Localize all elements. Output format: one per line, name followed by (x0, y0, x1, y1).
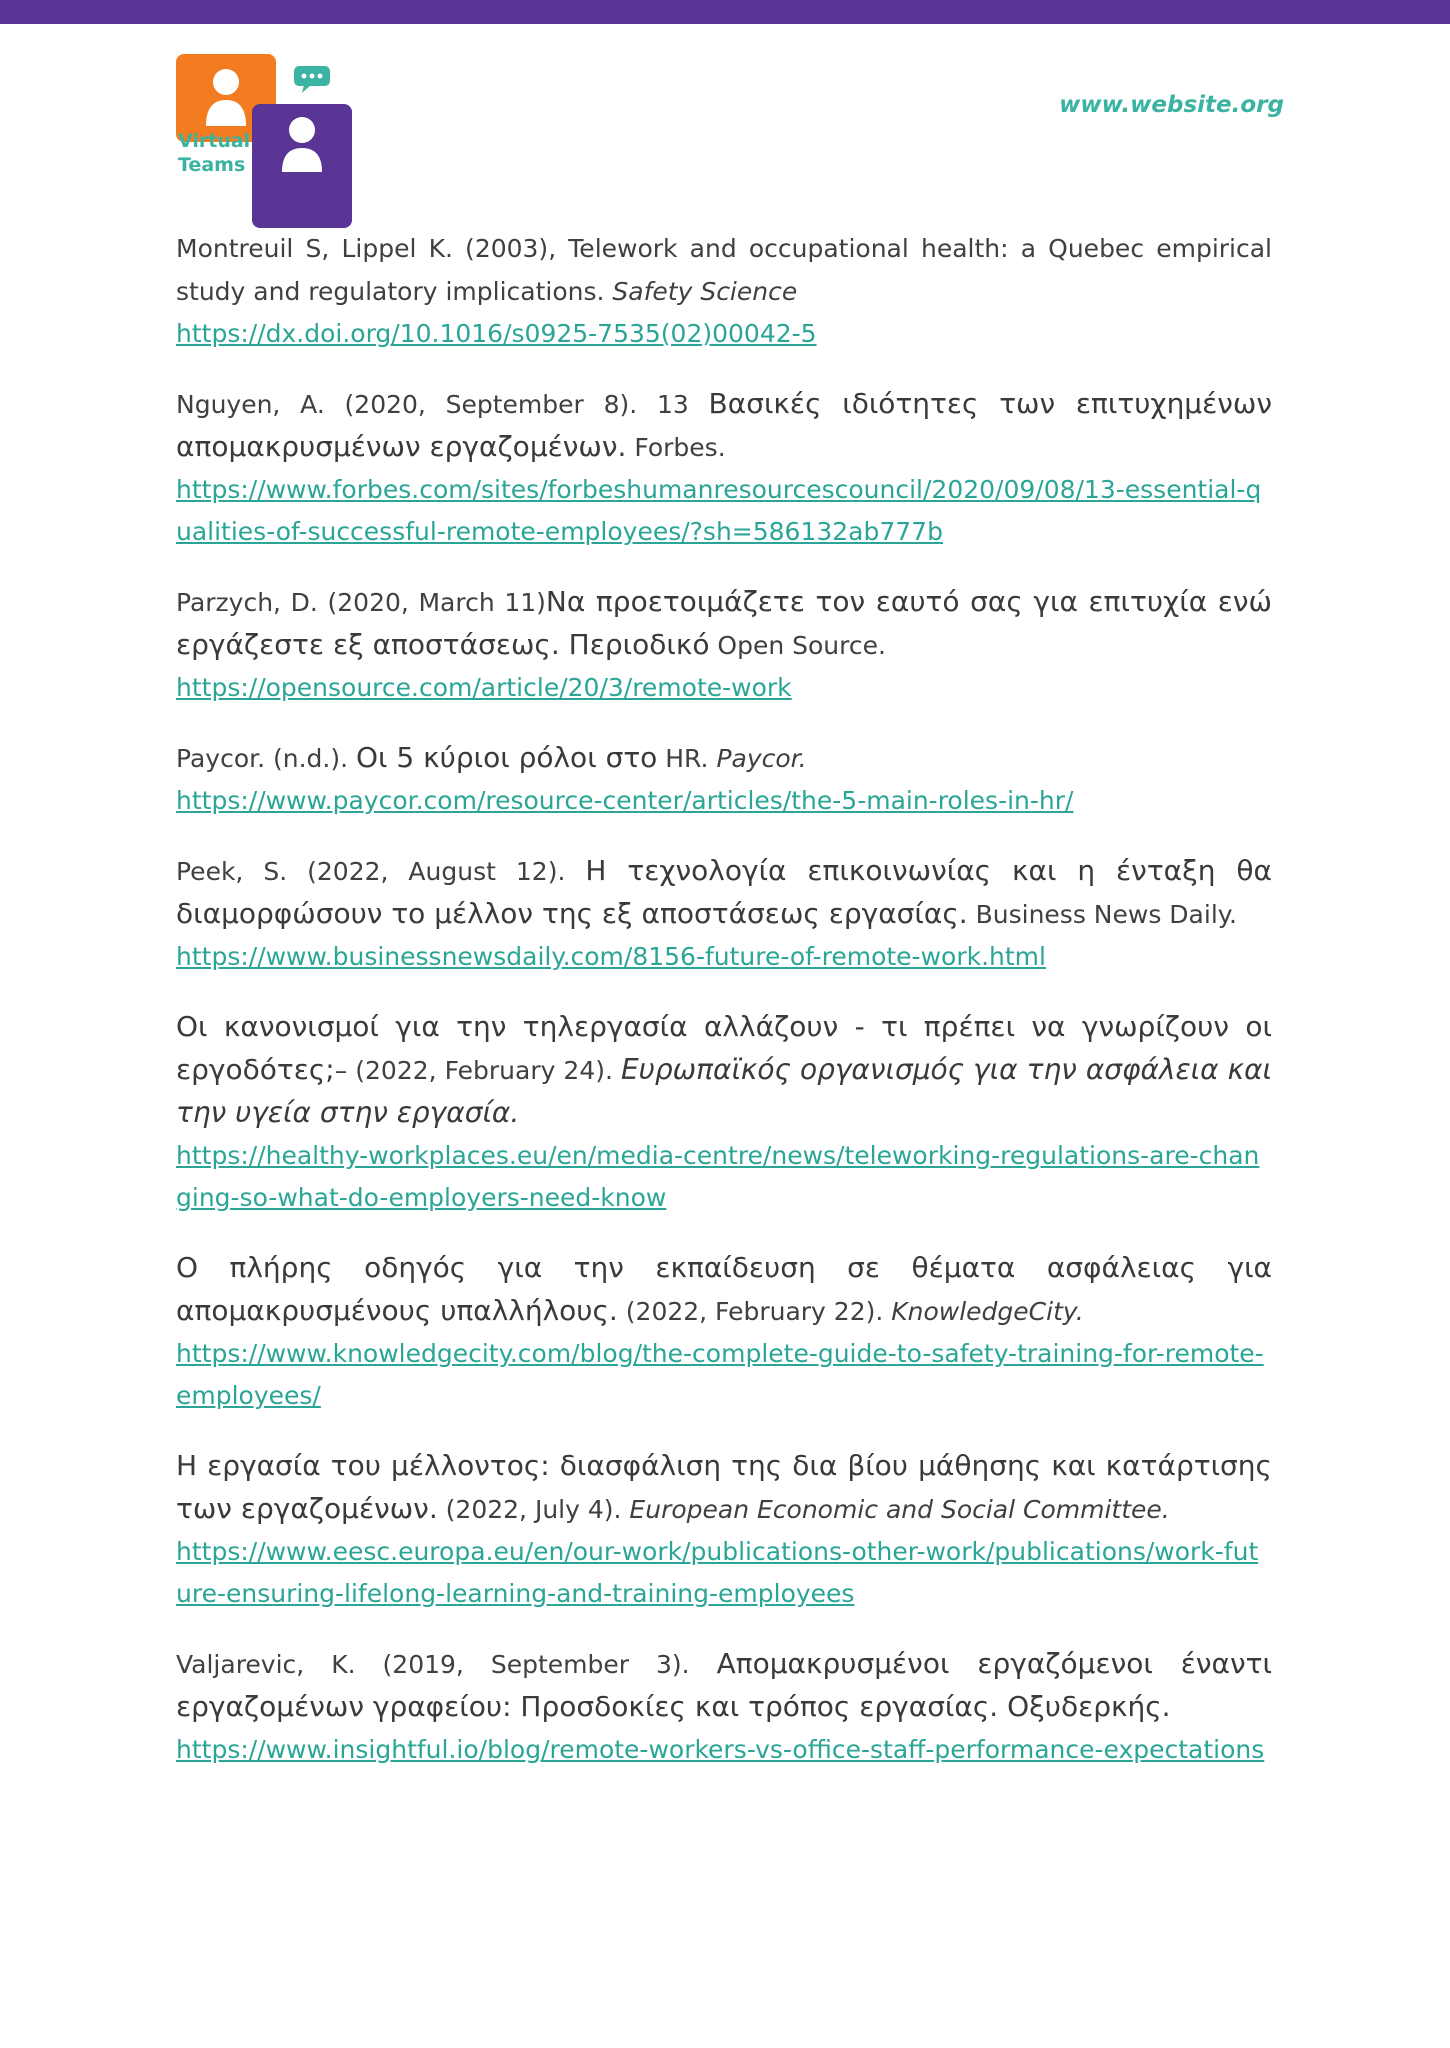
reference-text: HR. (657, 744, 717, 773)
reference-greek-text: Απομακρυσμένοι εργαζόμενοι έναντι εργαζομένων γραφείου: Προσδοκίες και τρόπος εργασίας. Οξυδερκής. (176, 1647, 1272, 1723)
person-icon (204, 66, 248, 138)
reference-link[interactable]: https://www.eesc.europa.eu/en/our-work/publications-other-work/publications/work-future-ensuring-lifelong-learning-and-training-employees (176, 1537, 1259, 1608)
reference-link[interactable]: https://healthy-workplaces.eu/en/media-centre/news/teleworking-regulations-are-changing-so-what-do-employers-need-know (176, 1141, 1260, 1212)
reference-source: Ευρωπαϊκός οργανισμός για την ασφάλεια και την υγεία στην εργασία. (176, 1053, 1272, 1129)
reference-greek-text: Να προετοιμάζετε τον εαυτό σας για επιτυχία ενώ εργάζεστε εξ αποστάσεως. Περιοδικό (176, 585, 1272, 661)
reference-entry (176, 737, 1272, 822)
reference-entry (176, 228, 1272, 355)
reference-text: Forbes. (626, 433, 726, 462)
reference-text: Open Source. (709, 631, 886, 660)
reference-text: (2022, February 22). (617, 1297, 892, 1326)
reference-source: KnowledgeCity. (891, 1297, 1084, 1326)
reference-text: (2022, July 4). (437, 1495, 630, 1524)
reference-entry (176, 1643, 1272, 1771)
top-accent-bar (0, 0, 1450, 24)
reference-link[interactable]: https://www.forbes.com/sites/forbeshumanresourcescouncil/2020/09/08/13-essential-qualities-of-successful-remote-employees/?sh=586132ab777b (176, 475, 1262, 546)
reference-source: Paycor. (716, 744, 807, 773)
reference-source: European Economic and Social Committee. (629, 1495, 1170, 1524)
reference-text: Paycor. (n.d.). (176, 744, 356, 773)
logo-text-line1: Virtual (178, 130, 251, 152)
reference-greek-text: Ο πλήρης οδηγός για την εκπαίδευση σε θέματα ασφάλειας για απομακρυσμένους υπαλλήλους. (176, 1251, 1272, 1327)
reference-entry (176, 1445, 1272, 1615)
person-icon (280, 114, 324, 176)
virtual-teams-logo (176, 52, 356, 182)
site-url[interactable]: www.website.org (1059, 92, 1284, 118)
reference-link[interactable]: https://opensource.com/article/20/3/remote-work (176, 673, 792, 702)
reference-greek-text: Οι κανονισμοί για την τηλεργασία αλλάζουν - τι πρέπει να γνωρίζουν οι εργοδότες; (176, 1010, 1272, 1086)
logo-text-line2: Teams (178, 154, 246, 176)
reference-text: Montreuil S, Lippel K. (2003), Telework and occupational health: a Quebec empirical study and regulatory implications. (176, 234, 1272, 306)
reference-greek-text: Βασικές ιδιότητες των επιτυχημένων απομακρυσμένων εργαζομένων. (176, 387, 1272, 463)
reference-text: Nguyen, A. (2020, September 8). 13 (176, 390, 709, 419)
reference-entry (176, 1006, 1272, 1219)
reference-link[interactable]: https://www.businessnewsdaily.com/8156-future-of-remote-work.html (176, 942, 1046, 971)
reference-link[interactable]: https://www.paycor.com/resource-center/articles/the-5-main-roles-in-hr/ (176, 786, 1074, 815)
reference-link[interactable]: https://www.insightful.io/blog/remote-workers-vs-office-staff-performance-expectations (176, 1735, 1265, 1764)
reference-text: Parzych, D. (2020, March 11) (176, 588, 546, 617)
reference-text: Valjarevic, K. (2019, September 3). (176, 1650, 717, 1679)
reference-text: Business News Daily. (967, 900, 1237, 929)
reference-source: Safety Science (612, 277, 798, 306)
reference-entry (176, 850, 1272, 978)
reference-text: – (2022, February 24). (334, 1056, 621, 1085)
chat-bubble-icon (294, 66, 330, 94)
reference-link[interactable]: https://www.knowledgecity.com/blog/the-complete-guide-to-safety-training-for-remote-employees/ (176, 1339, 1264, 1410)
reference-list (176, 228, 1272, 1799)
reference-greek-text: Οι 5 κύριοι ρόλοι στο (356, 741, 658, 774)
reference-entry (176, 1247, 1272, 1417)
reference-entry (176, 581, 1272, 709)
reference-link[interactable]: https://dx.doi.org/10.1016/s0925-7535(02)00042-5 (176, 319, 817, 348)
reference-text: Peek, S. (2022, August 12). (176, 857, 586, 886)
reference-greek-text: Η εργασία του μέλλοντος: διασφάλιση της δια βίου μάθησης και κατάρτισης των εργαζομένων. (176, 1449, 1272, 1525)
reference-entry (176, 383, 1272, 553)
reference-greek-text: Η τεχνολογία επικοινωνίας και η ένταξη θα διαμορφώσουν το μέλλον της εξ αποστάσεως εργασίας. (176, 854, 1273, 930)
